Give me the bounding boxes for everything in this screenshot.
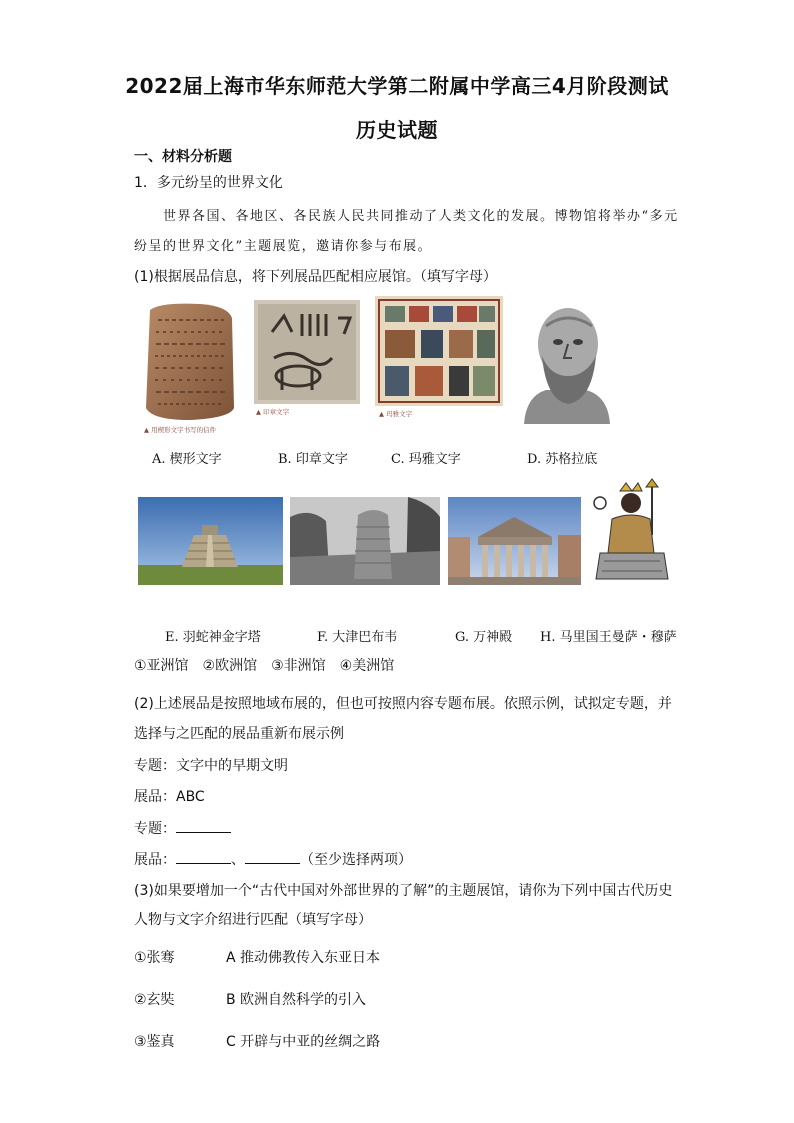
items-separator: 、 <box>231 852 245 868</box>
part3-prompt-line-1: (3)如果要增加一个“古代中国对外部世界的了解”的主题展馆，请你为下列中国古代历史 <box>134 883 673 899</box>
person-zhang-qian: ①张骞 <box>134 950 175 966</box>
figure-a-note: ▲ 用楔形文字书写的信件 <box>144 426 217 434</box>
halls-options: ①亚洲馆 ②欧洲馆 ③非洲馆 ④美洲馆 <box>134 658 395 674</box>
figure-socrates-bust <box>516 296 616 426</box>
caption-d: D. 苏格拉底 <box>527 452 598 467</box>
figure-great-zimbabwe <box>290 497 440 585</box>
person-jianzhen: ③鉴真 <box>134 1034 175 1050</box>
desc-b: B 欧洲自然科学的引入 <box>226 992 367 1008</box>
part3-prompt-line-2: 人物与文字介绍进行匹配（填写字母） <box>134 912 372 928</box>
person-xuanzang: ②玄奘 <box>134 992 175 1008</box>
caption-b: B. 印章文字 <box>278 452 348 467</box>
intro-line-1: 世界各国、各地区、各民族人民共同推动了人类文化的发展。博物馆将举办“多元 <box>163 209 679 224</box>
page-subtitle: 历史试题 <box>356 118 438 142</box>
items-answer-line <box>134 849 412 869</box>
intro-line-2: 纷呈的世界文化”主题展览，邀请你参与布展。 <box>134 239 433 254</box>
figure-feathered-serpent-pyramid <box>138 497 283 585</box>
topic-answer-line <box>134 818 231 838</box>
topic-blank[interactable] <box>176 818 231 833</box>
caption-c: C. 玛雅文字 <box>391 452 461 467</box>
part2-prompt-line-2: 选择与之匹配的展品重新布展示例 <box>134 726 344 742</box>
figure-mansa-musa <box>590 475 674 587</box>
part1-prompt: (1)根据展品信息，将下列展品匹配相应展馆。（填写字母） <box>134 269 497 285</box>
section-heading: 一、材料分析题 <box>134 149 232 165</box>
figure-maya-script <box>375 296 503 420</box>
example-items: 展品：ABC <box>134 789 205 805</box>
caption-g: G. 万神殿 <box>455 630 513 645</box>
items-hint: （至少选择两项） <box>300 852 412 868</box>
caption-a: A. 楔形文字 <box>152 452 222 467</box>
items-blank-1[interactable] <box>176 849 231 864</box>
caption-e: E. 羽蛇神金字塔 <box>165 630 261 645</box>
caption-h: H. 马里国王曼萨・穆萨 <box>540 630 677 645</box>
figure-b-note: ▲ 印章文字 <box>256 408 290 416</box>
question-title: 1．多元纷呈的世界文化 <box>134 175 283 191</box>
topic-label: 专题： <box>134 821 176 837</box>
figure-pantheon <box>448 497 581 585</box>
example-topic: 专题：文字中的早期文明 <box>134 758 288 774</box>
items-label: 展品： <box>134 852 176 868</box>
page-title: 2022届上海市华东师范大学第二附属中学高三4月阶段测试 <box>125 74 669 98</box>
caption-f: F. 大津巴布韦 <box>317 630 398 645</box>
items-blank-2[interactable] <box>245 849 300 864</box>
desc-c: C 开辟与中亚的丝绸之路 <box>226 1034 381 1050</box>
figure-cuneiform-tablet <box>140 298 240 438</box>
part2-prompt-line-1: (2)上述展品是按照地域布展的，但也可按照内容专题布展。依照示例，试拟定专题，并 <box>134 696 672 712</box>
figure-seal-script <box>252 298 362 418</box>
figure-c-note: ▲ 玛雅文字 <box>379 410 413 418</box>
desc-a: A 推动佛教传入东亚日本 <box>226 950 381 966</box>
